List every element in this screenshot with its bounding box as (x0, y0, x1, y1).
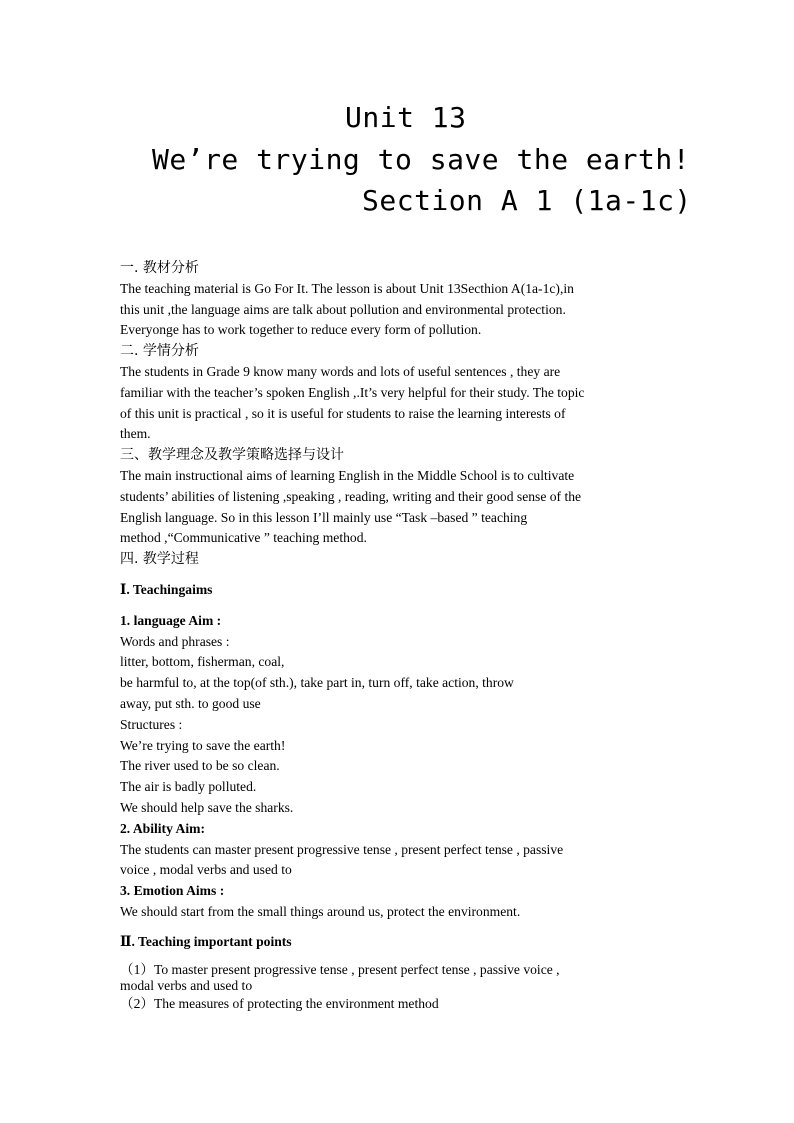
emotion-line: We should start from the small things around us, protect the environment. (120, 903, 521, 919)
section-3-line: method ,“Communicative ” teaching method. (120, 530, 367, 546)
section-1-line: this unit ,the language aims are talk about pollution and environmental protection. (120, 301, 566, 317)
words-line: litter, bottom, fisherman, coal, (120, 654, 285, 670)
important-point-line: modal verbs and used to (120, 977, 253, 993)
words-line: be harmful to, at the top(of sth.), take part in, turn off, take action, throw (120, 675, 514, 691)
ability-aim-heading: 2. Ability Aim: (120, 820, 205, 836)
section-2-line: The students in Grade 9 know many words and lots of useful sentences , they are (120, 363, 561, 379)
section-2-line: of this unit is practical , so it is useful for students to raise the learning interests of (120, 405, 566, 421)
section-title: Section A 1 (1a-1c) (362, 184, 692, 217)
section-2-line: them. (120, 426, 151, 442)
teaching-aims-heading: Ⅰ. Teachingaims (120, 581, 213, 597)
structure-line: We’re trying to save the earth! (120, 737, 286, 753)
section-1-line: The teaching material is Go For It. The lesson is about Unit 13Secthion A(1a-1c),in (120, 280, 574, 296)
ability-line: voice , modal verbs and used to (120, 862, 292, 878)
emotion-aim-heading: 3. Emotion Aims : (120, 883, 225, 899)
ability-line: The students can master present progressive tense , present perfect tense , passive (120, 841, 564, 857)
section-1-line: Everyonge has to work together to reduce every form of pollution. (120, 322, 482, 338)
structures-label: Structures : (120, 716, 183, 732)
document-body (120, 258, 676, 1014)
words-label: Words and phrases : (120, 633, 230, 649)
important-point-line: （1）To master present progressive tense , present perfect tense , passive voice , (120, 961, 560, 977)
section-3-line: The main instructional aims of learning English in the Middle School is to cultivate (120, 467, 575, 483)
section-1-heading: 一. 教材分析 (120, 260, 199, 276)
section-3-line: English language. So in this lesson I’ll mainly use “Task –based ” teaching (120, 509, 528, 525)
language-aim-heading: 1. language Aim : (120, 612, 222, 628)
section-2-line: familiar with the teacher’s spoken English ,.It’s very helpful for their study. The topic (120, 384, 585, 400)
section-2-heading: 二. 学情分析 (120, 343, 199, 360)
lesson-title: We’re trying to save the earth! (152, 143, 691, 176)
important-point-line: （2）The measures of protecting the environment method (120, 995, 439, 1011)
structure-line: The river used to be so clean. (120, 758, 280, 774)
section-3-heading: 三、教学理念及教学策略选择与设计 (120, 447, 344, 464)
structure-line: We should help save the sharks. (120, 799, 294, 815)
structure-line: The air is badly polluted. (120, 779, 257, 795)
important-points-heading: Ⅱ. Teaching important points (120, 933, 292, 949)
section-3-line: students’ abilities of listening ,speaking , reading, writing and their good sense of the (120, 488, 582, 504)
section-4-heading: 四. 教学过程 (120, 551, 199, 568)
unit-title: Unit 13 (345, 101, 467, 134)
words-line: away, put sth. to good use (120, 695, 261, 711)
